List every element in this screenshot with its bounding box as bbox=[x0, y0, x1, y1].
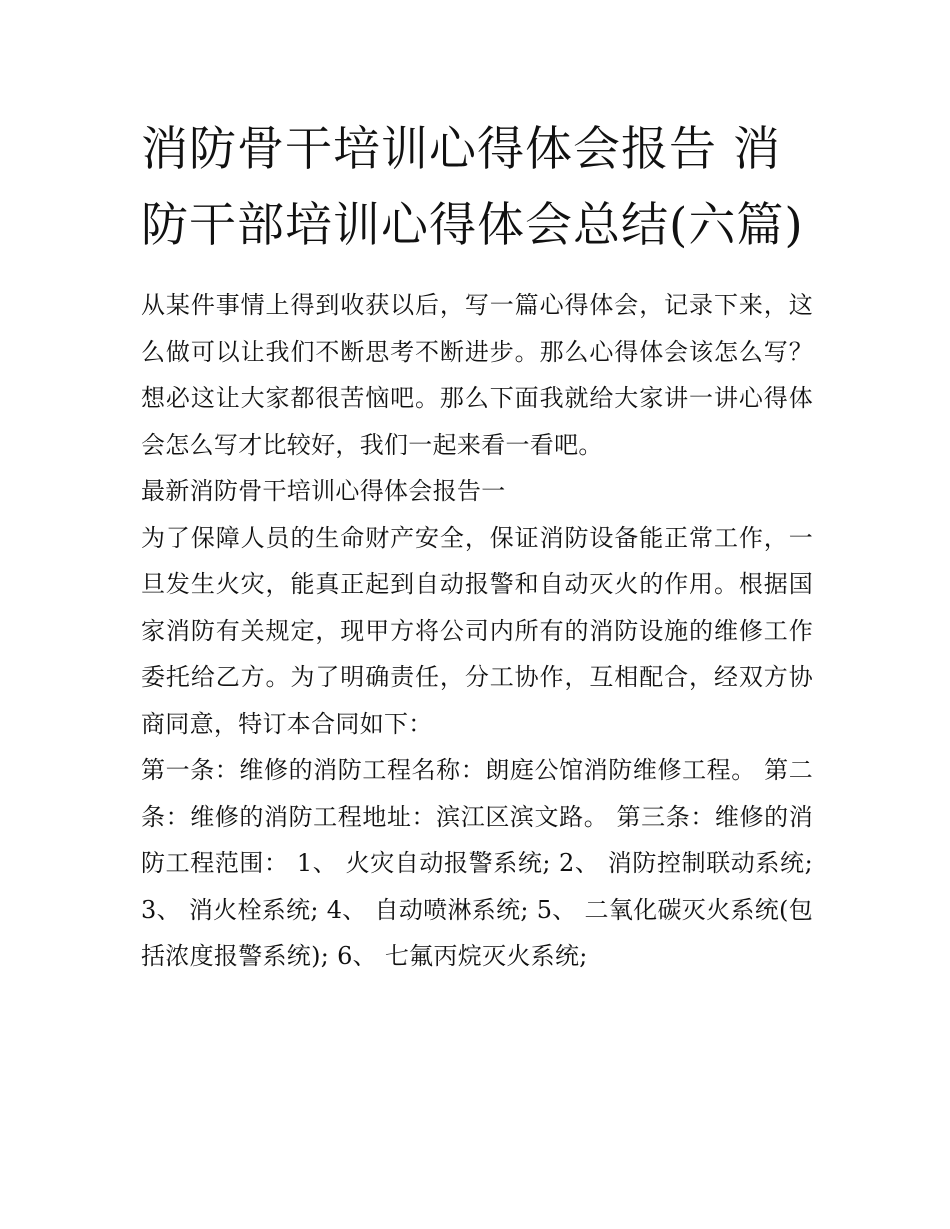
document-content bbox=[141, 112, 813, 980]
document-body bbox=[141, 282, 813, 980]
section-heading: 最新消防骨干培训心得体会报告一 bbox=[141, 477, 506, 505]
intro-paragraph: 从某件事情上得到收获以后，写一篇心得体会，记录下来，这么做可以让我们不断思考不断进步。那么心得体会该怎么写？想必这让大家都很苦恼吧。那么下面我就给大家讲一讲心得体会怎么写才比较好，我们一起来看一看吧。 bbox=[141, 291, 813, 459]
body-paragraph: 为了保障人员的生命财产安全，保证消防设备能正常工作，一旦发生火灾，能真正起到自动报警和自动灭火的作用。根据国家消防有关规定，现甲方将公司内所有的消防设施的维修工作委托给乙方。为了明确责任，分工协作，互相配合，经双方协商同意，特订本合同如下： bbox=[141, 523, 813, 738]
contract-clauses-paragraph: 第一条：维修的消防工程名称：朗庭公馆消防维修工程。 第二条：维修的消防工程地址：滨江区滨文路。 第三条：维修的消防工程范围： 1、 火灾自动报警系统; 2、 消防控制联动系统; 3、 消火栓系统; 4、 自动喷淋系统; 5、 二氧化碳灭火系统(包括浓度报警系统); 6、 七氟丙烷灭火系统; bbox=[141, 756, 813, 970]
document-title: 消防骨干培训心得体会报告 消防干部培训心得体会总结(六篇) bbox=[141, 122, 804, 253]
